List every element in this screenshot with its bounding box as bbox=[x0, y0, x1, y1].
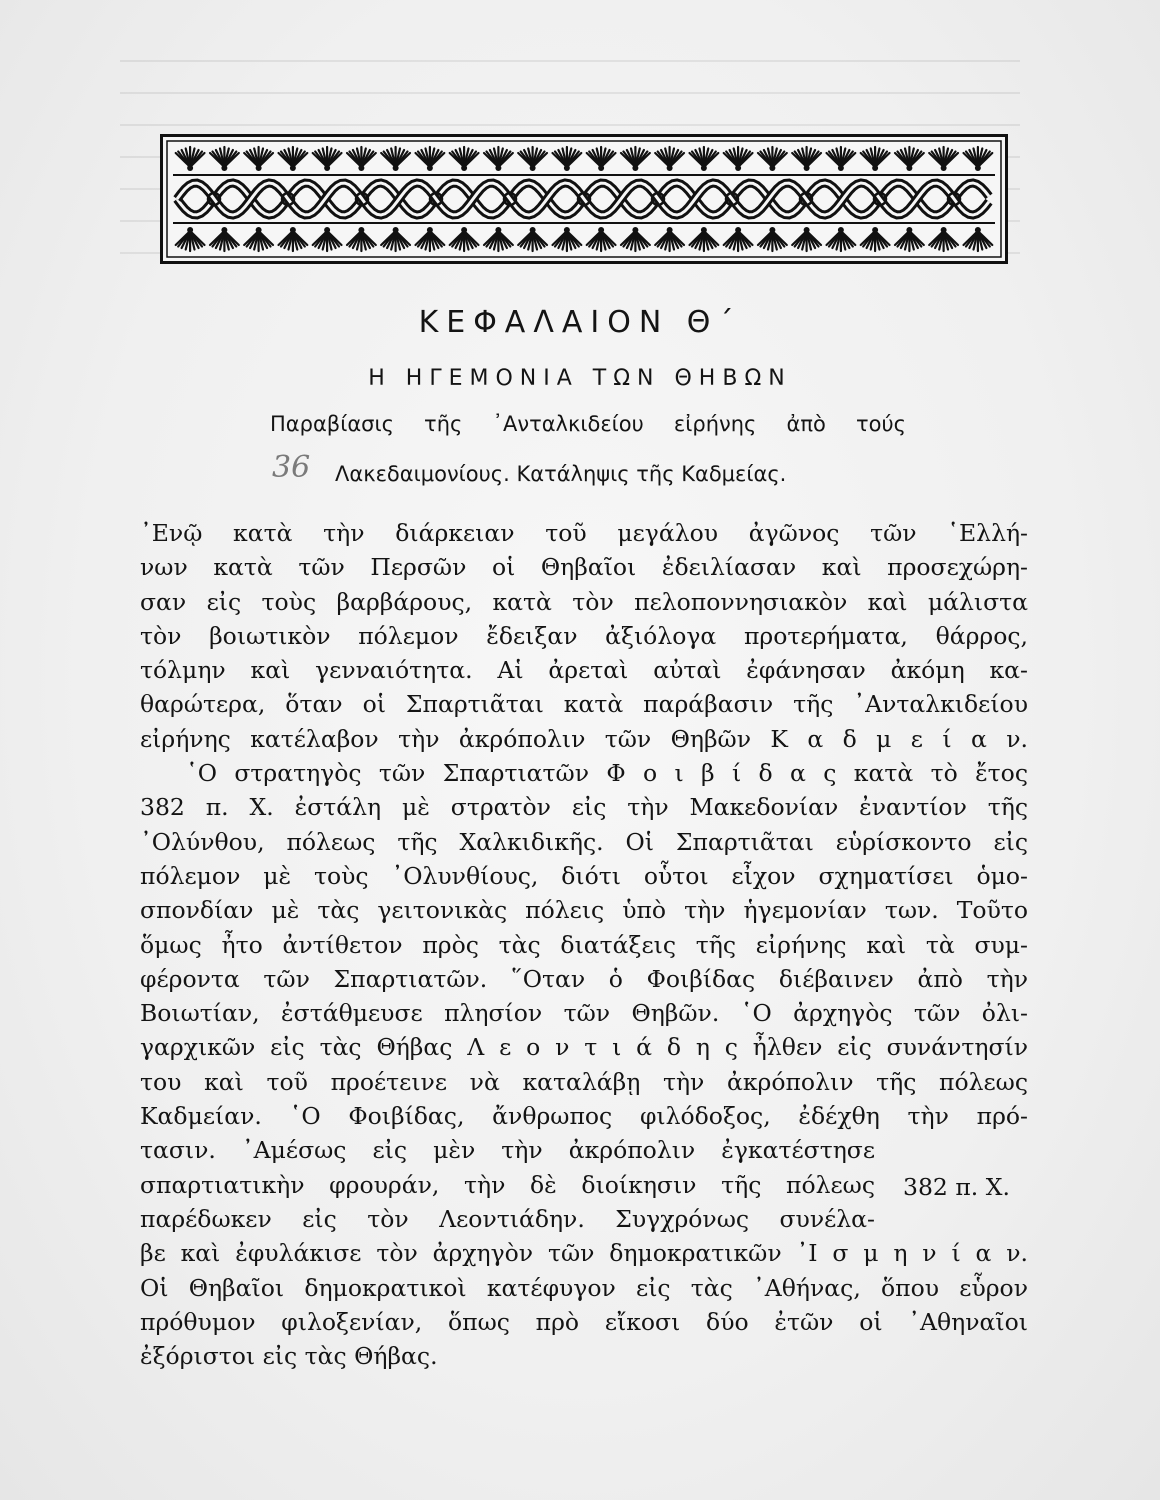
body-line: του καὶ τοῦ προέτεινε νὰ καταλάβῃ τὴν ἀκρόπολιν τῆς πόλεως bbox=[140, 1067, 1028, 1096]
guilloche-ornament-icon bbox=[163, 137, 1005, 261]
body-line: πρόθυμον φιλοξενίαν, ὅπως πρὸ εἴκοσι δύο ἐτῶν οἱ ᾿Αθηναῖοι bbox=[140, 1307, 1028, 1336]
pencil-page-note: 36 bbox=[272, 450, 311, 485]
margin-date-note: 382 π. Χ. bbox=[903, 1173, 1010, 1201]
body-line: ὅμως ἦτο ἀντίθετον πρὸς τὰς διατάξεις τῆς εἰρήνης καὶ τὰ συμ- bbox=[140, 930, 1028, 959]
body-line: τασιν. ᾿Αμέσως εἰς μὲν τὴν ἀκρόπολιν ἐγκατέστησε bbox=[140, 1136, 875, 1165]
body-line: ἐξόριστοι εἰς τὰς Θήβας. bbox=[140, 1342, 438, 1371]
body-line: Καδμείαν. ῾Ο Φοιβίδας, ἄνθρωπος φιλόδοξος, ἐδέχθη τὴν πρό- bbox=[140, 1102, 1028, 1131]
body-line: τὸν βοιωτικὸν πόλεμον ἔδειξαν ἀξιόλογα προτερήματα, θάρρος, bbox=[140, 621, 1028, 650]
body-line: ῾Ο στρατηγὸς τῶν Σπαρτιατῶν Φ ο ι β ί δ α ς κατὰ τὸ ἔτος bbox=[186, 759, 1028, 788]
subtitle-line-2: Λακεδαιμονίους. Κατάληψις τῆς Καδμείας. bbox=[335, 462, 787, 486]
body-line: τόλμην καὶ γενναιότητα. Αἱ ἀρεταὶ αὐταὶ ἐφάνησαν ἀκόμη κα- bbox=[140, 656, 1028, 685]
body-line: θαρώτερα, ὅταν οἱ Σπαρτιᾶται κατὰ παράβασιν τῆς ᾿Ανταλκιδείου bbox=[140, 690, 1028, 719]
body-line: παρέδωκεν εἰς τὸν Λεοντιάδην. Συγχρόνως συνέλα- bbox=[140, 1204, 875, 1233]
body-line: σπαρτιατικὴν φρουράν, τὴν δὲ διοίκησιν τῆς πόλεως bbox=[140, 1170, 875, 1199]
body-line: Βοιωτίαν, ἐστάθμευσε πλησίον τῶν Θηβῶν. ῾Ο ἀρχηγὸς τῶν ὀλι- bbox=[140, 999, 1028, 1028]
body-line: σαν εἰς τοὺς βαρβάρους, κατὰ τὸν πελοποννησιακὸν καὶ μάλιστα bbox=[140, 587, 1028, 616]
body-text bbox=[140, 516, 1028, 1373]
body-line: γαρχικῶν εἰς τὰς Θήβας Λ ε ο ν τ ι ά δ η ς ἦλθεν εἰς συνάντησίν bbox=[140, 1033, 1028, 1062]
greek-meander-ornament-band bbox=[160, 134, 1008, 264]
body-line: βε καὶ ἐφυλάκισε τὸν ἀρχηγὸν τῶν δημοκρατικῶν ᾿Ι σ μ η ν ί α ν. bbox=[140, 1239, 1028, 1268]
body-line: σπονδίαν μὲ τὰς γειτονικὰς πόλεις ὑπὸ τὴν ἡγεμονίαν των. Τοῦτο bbox=[140, 896, 1028, 925]
body-line: νων κατὰ τῶν Περσῶν οἱ Θηβαῖοι ἐδειλίασαν καὶ προσεχώρη- bbox=[140, 553, 1028, 582]
chapter-title: Η ΗΓΕΜΟΝΙΑ ΤΩΝ ΘΗΒΩΝ bbox=[368, 366, 792, 391]
subtitle-line-1: Παραβίασις τῆς ᾿Ανταλκιδείου εἰρήνης ἀπὸ τούς bbox=[270, 412, 906, 436]
body-line: πόλεμον μὲ τοὺς ᾿Ολυνθίους, διότι οὗτοι εἶχον σχηματίσει ὁμο- bbox=[140, 861, 1028, 890]
body-line: ᾿Ενῷ κατὰ τὴν διάρκειαν τοῦ μεγάλου ἀγῶνος τῶν ῾Ελλή- bbox=[140, 519, 1028, 547]
body-line: εἰρήνης κατέλαβον τὴν ἀκρόπολιν τῶν Θηβῶν Κ α δ μ ε ί α ν. bbox=[140, 724, 1028, 753]
body-line: 382 π. Χ. ἐστάλη μὲ στρατὸν εἰς τὴν Μακεδονίαν ἐναντίον τῆς bbox=[140, 793, 1028, 822]
body-line: φέροντα τῶν Σπαρτιατῶν. ῞Οταν ὁ Φοιβίδας διέβαινεν ἀπὸ τὴν bbox=[140, 964, 1028, 993]
body-line: Οἱ Θηβαῖοι δημοκρατικοὶ κατέφυγον εἰς τὰς ᾿Αθήνας, ὅπου εὗρον bbox=[140, 1273, 1028, 1302]
body-line: ᾿Ολύνθου, πόλεως τῆς Χαλκιδικῆς. Οἱ Σπαρτιᾶται εὑρίσκοντο εἰς bbox=[140, 827, 1028, 856]
chapter-heading: ΚΕΦΑΛΑΙΟΝ Θ΄ bbox=[418, 305, 742, 340]
